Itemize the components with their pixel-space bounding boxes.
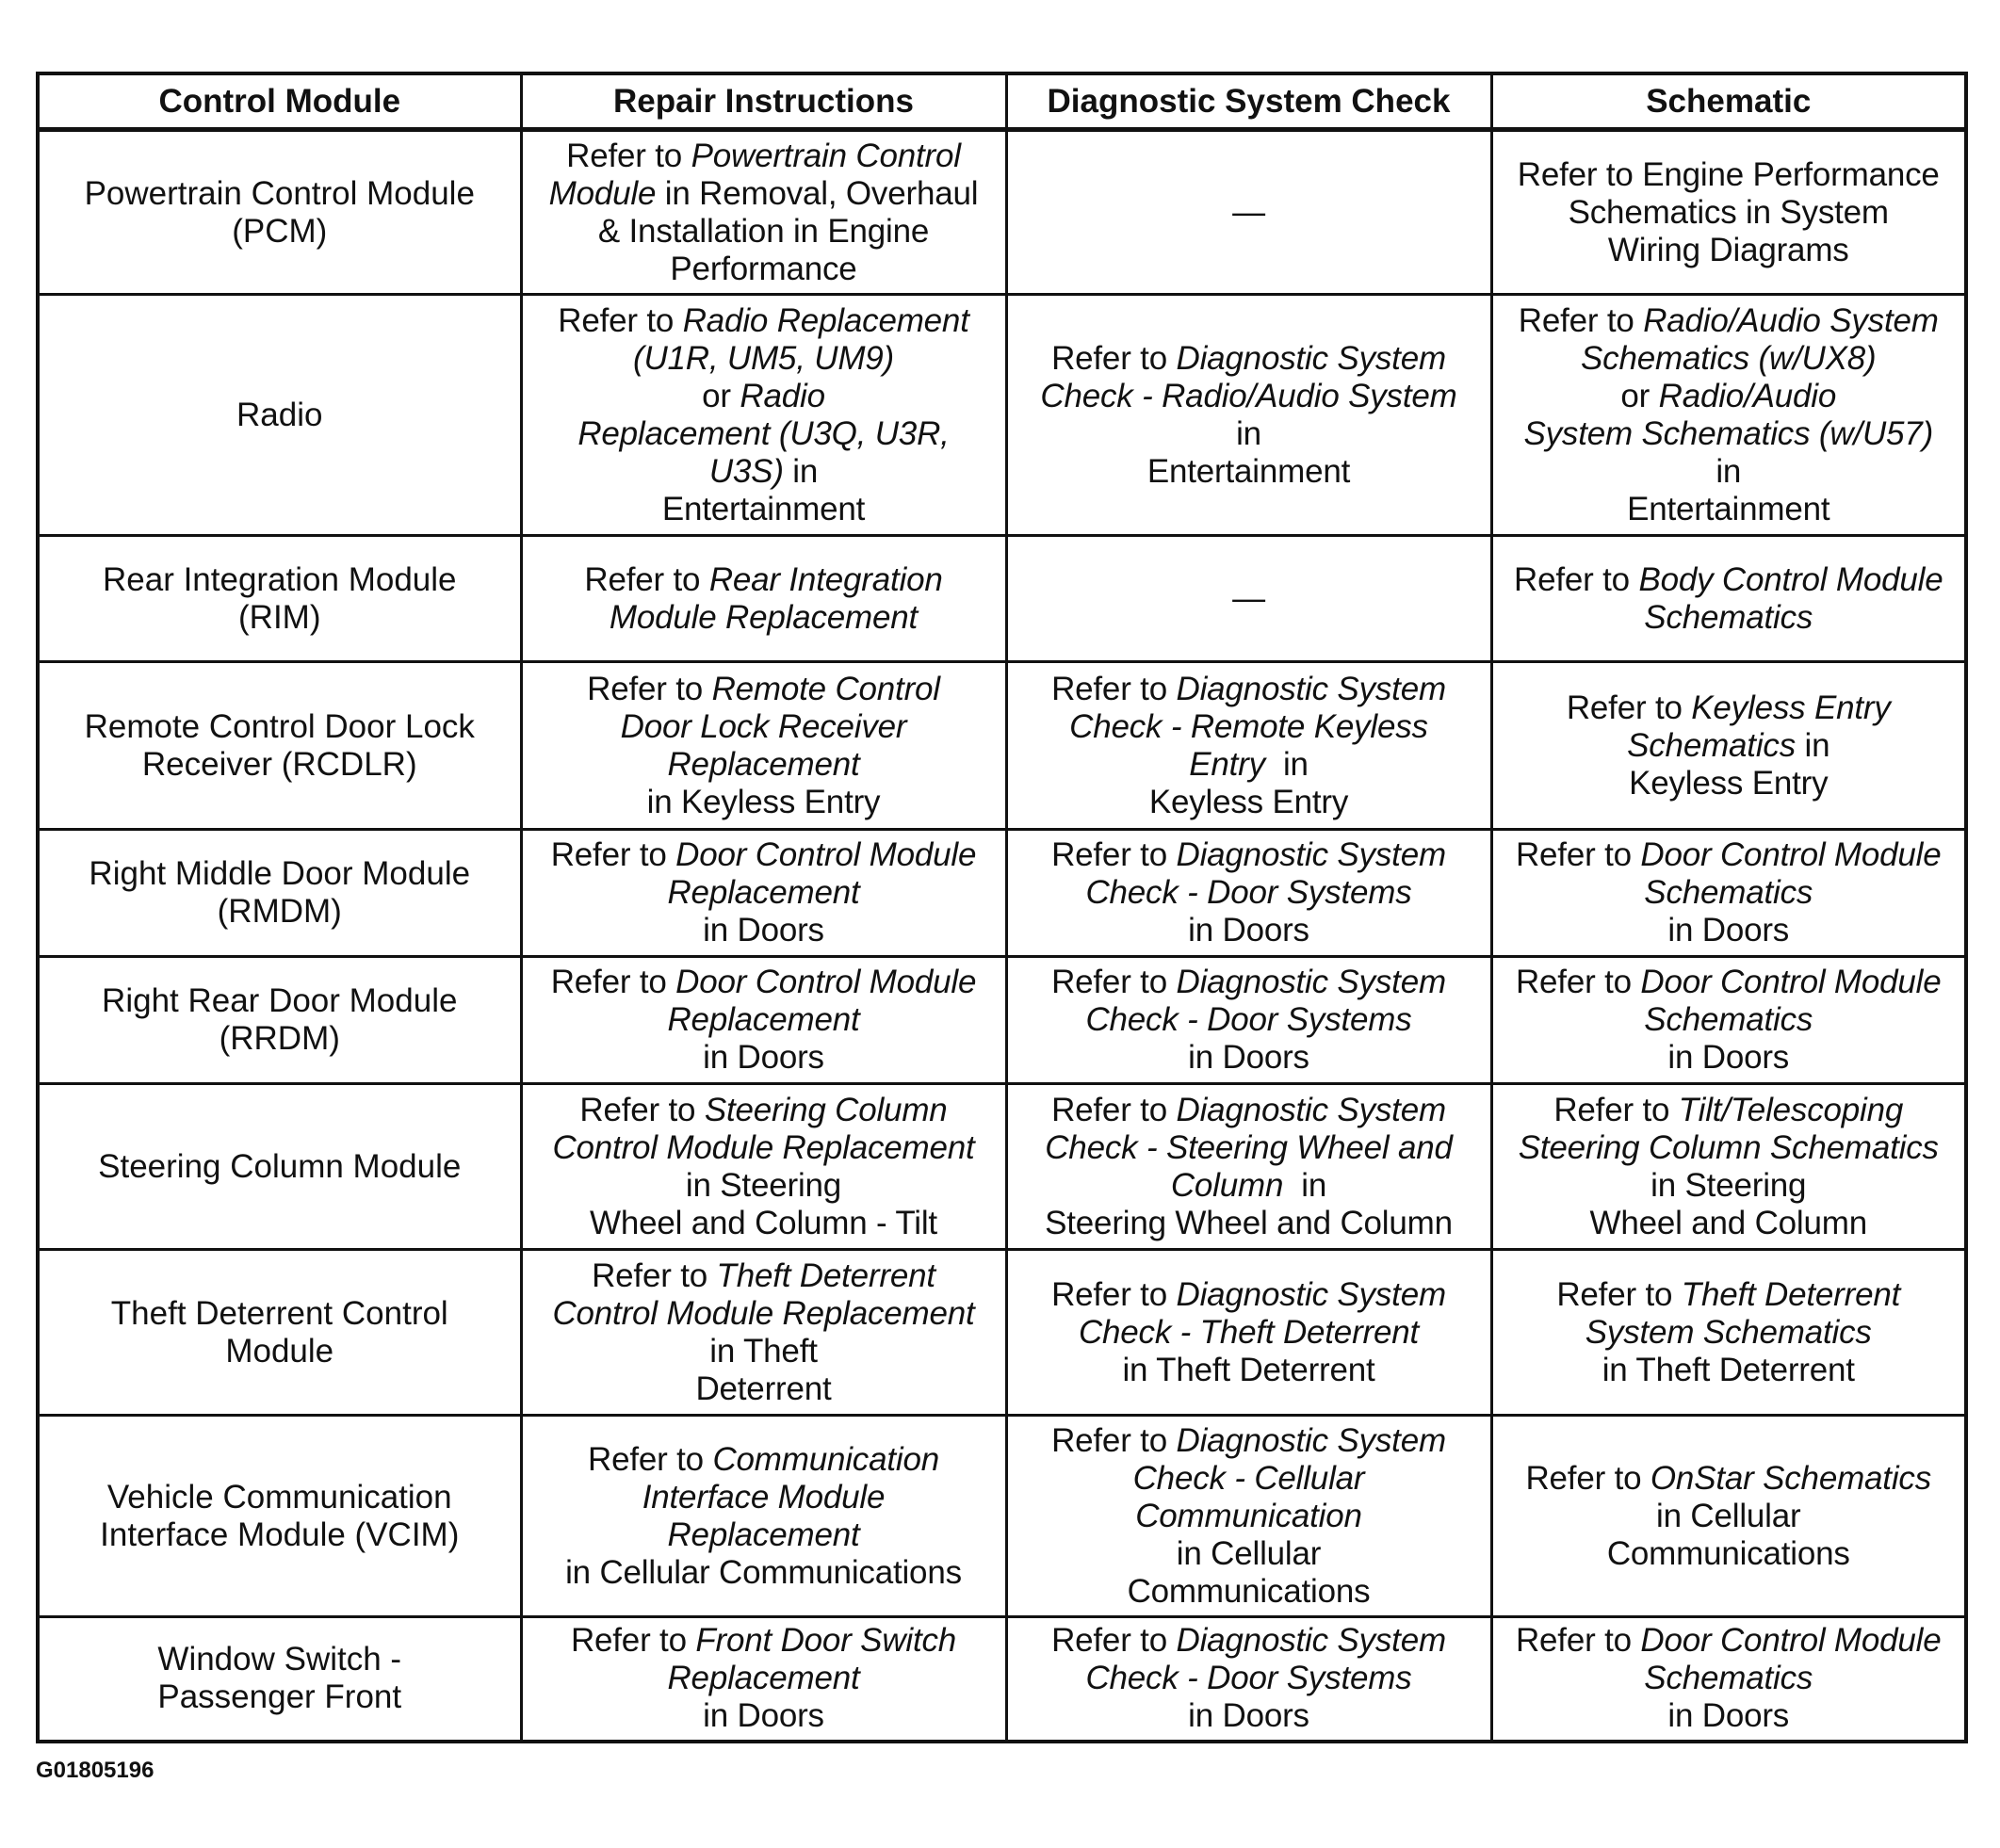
cell-line [1012, 580, 1487, 618]
cell-line [1012, 964, 1487, 1001]
reference-title: Door Control Module [1640, 836, 1942, 873]
cell-line [1497, 1129, 1961, 1167]
reference-title: Column [1170, 1166, 1284, 1204]
cell-line [1497, 874, 1961, 912]
reference-text: Refer to [550, 836, 676, 873]
cell-line [527, 378, 1001, 415]
reference-text: in Doors [1667, 1697, 1790, 1735]
cell-line [1012, 1460, 1487, 1498]
cell-line [1497, 194, 1961, 232]
cell-line [1497, 561, 1961, 599]
table-row [38, 1250, 1966, 1416]
reference-title: Control Module Replacement [552, 1294, 975, 1332]
reference-title: Diagnostic System [1176, 1421, 1446, 1459]
table-row [38, 1617, 1966, 1742]
reference-text: Refer to [1525, 1459, 1650, 1497]
reference-title: Check - Radio/Audio System [1040, 377, 1457, 414]
reference-title: Diagnostic System [1176, 339, 1446, 377]
reference-text: or [702, 377, 740, 414]
diagnostic-check-cell [1006, 830, 1491, 957]
module-name-cell: Remote Control Door Lock Receiver (RCDLR) [38, 662, 521, 830]
cell-line [1497, 1352, 1961, 1389]
cell-line [527, 1660, 1001, 1697]
reference-title: Diagnostic System [1176, 1622, 1446, 1660]
reference-text: in Cellular [1656, 1497, 1801, 1534]
cell-line [1497, 1460, 1961, 1498]
cell-line [527, 1205, 1001, 1242]
cell-line [1497, 599, 1961, 637]
cell-line [1012, 1092, 1487, 1129]
reference-text: Refer to [1515, 964, 1641, 1000]
reference-title: (U1R, UM5, UM9) [632, 339, 895, 377]
reference-title: Check - Cellular [1132, 1459, 1365, 1497]
cell-line [527, 340, 1001, 378]
diagnostic-check-cell [1006, 130, 1491, 295]
reference-text: in Doors [1188, 1039, 1309, 1076]
repair-instructions-cell [521, 957, 1006, 1084]
cell-line [527, 213, 1001, 251]
cell-line [1497, 836, 1961, 874]
cell-line [527, 1129, 1001, 1167]
reference-text: Communications [1127, 1572, 1371, 1610]
reference-text: in Theft Deterrent [1122, 1351, 1375, 1388]
cell-line [1012, 1573, 1487, 1611]
cell-line [1497, 1660, 1961, 1697]
schematic-cell [1491, 1084, 1966, 1250]
cell-line [1012, 784, 1487, 821]
reference-title: Check - Steering Wheel and [1045, 1128, 1453, 1166]
diagnostic-check-cell [1006, 1617, 1491, 1742]
reference-title: Theft Deterrent [716, 1256, 935, 1294]
reference-text: in [1264, 745, 1309, 783]
cell-line [527, 912, 1001, 949]
cell-line [1497, 912, 1961, 949]
repair-instructions-cell [521, 1416, 1006, 1617]
reference-title: Radio/Audio [1658, 377, 1837, 414]
reference-text: Keyless Entry [1629, 764, 1829, 802]
reference-title: Entry [1189, 745, 1265, 783]
reference-text: in Doors [1667, 912, 1790, 948]
cell-line [1012, 194, 1487, 232]
reference-title: Schematics [1644, 874, 1813, 911]
reference-title: Schematics [1644, 1001, 1813, 1038]
reference-title: Replacement (U3Q, U3R, [577, 414, 950, 452]
reference-text: Refer to [1515, 1622, 1641, 1660]
cell-line [527, 138, 1001, 175]
reference-text: Performance [670, 250, 857, 287]
module-name-cell: Radio [38, 295, 521, 536]
cell-line [1012, 1535, 1487, 1573]
cell-line [1012, 746, 1487, 784]
reference-text: Refer to [1051, 339, 1177, 377]
reference-text: Entertainment [1627, 490, 1830, 527]
reference-text: & Installation in Engine [597, 212, 930, 250]
reference-title: Communication [712, 1440, 939, 1478]
reference-title: Steering Column [704, 1091, 948, 1128]
cell-line [527, 1516, 1001, 1554]
reference-text: Refer to [1051, 670, 1177, 707]
cell-line [1012, 1314, 1487, 1352]
reference-title: Front Door Switch [695, 1622, 957, 1660]
reference-title: Remote Control [711, 670, 940, 707]
diagnostic-check-cell [1006, 1084, 1491, 1250]
reference-text: — [1232, 579, 1265, 617]
control-module-table [36, 72, 1968, 1743]
header-schematic: Schematic [1491, 73, 1966, 130]
reference-text: in Doors [703, 912, 824, 948]
table-body [38, 130, 1966, 1742]
cell-line [527, 708, 1001, 746]
reference-title: Control Module Replacement [552, 1128, 975, 1166]
cell-line [1012, 1422, 1487, 1460]
figure-id: G01805196 [36, 1758, 154, 1783]
reference-text: in [1715, 452, 1742, 490]
cell-line [1497, 156, 1961, 194]
reference-title: Theft Deterrent [1681, 1275, 1901, 1313]
reference-text: Refer to [587, 670, 712, 707]
reference-text: in Removal, Overhaul [656, 174, 979, 212]
cell-line [527, 874, 1001, 912]
cell-line [1012, 1697, 1487, 1735]
cell-line [1012, 340, 1487, 378]
reference-text: Refer to [570, 1622, 696, 1660]
cell-line [1497, 1276, 1961, 1314]
cell-line [1497, 1167, 1961, 1205]
cell-line [527, 1554, 1001, 1592]
reference-title: Communication [1135, 1497, 1362, 1534]
cell-line [1012, 415, 1487, 453]
cell-line [1012, 1039, 1487, 1077]
schematic-cell [1491, 1416, 1966, 1617]
cell-line [1497, 765, 1961, 802]
reference-text: Refer to [1051, 836, 1177, 873]
cell-line [1012, 1622, 1487, 1660]
cell-line [1012, 378, 1487, 415]
reference-text: Refer to [1051, 1421, 1177, 1459]
reference-text: in Cellular Communications [565, 1553, 962, 1591]
reference-text: Refer to [1514, 560, 1639, 598]
reference-text: Refer to [566, 137, 691, 174]
cell-line [1012, 708, 1487, 746]
reference-title: Module [548, 174, 657, 212]
reference-text: Refer to [558, 301, 683, 339]
repair-instructions-cell [521, 1084, 1006, 1250]
reference-title: Tilt/Telescoping [1678, 1091, 1904, 1128]
reference-title: Radio/Audio System [1643, 301, 1939, 339]
table-row [38, 662, 1966, 830]
cell-line [527, 671, 1001, 708]
cell-line [1497, 1622, 1961, 1660]
reference-title: Keyless Entry [1691, 689, 1891, 726]
table-row [38, 1084, 1966, 1250]
cell-line [527, 1295, 1001, 1333]
schematic-cell [1491, 1250, 1966, 1416]
cell-line [527, 1622, 1001, 1660]
reference-text: Entertainment [1146, 452, 1351, 490]
cell-line [1012, 1498, 1487, 1535]
cell-line [1012, 1001, 1487, 1039]
reference-text: Wiring Diagrams [1607, 231, 1849, 268]
table-row [38, 1416, 1966, 1617]
cell-line [1497, 1092, 1961, 1129]
header-repair-instructions: Repair Instructions [521, 73, 1006, 130]
reference-text: Refer to [1518, 301, 1644, 339]
cell-line [1497, 302, 1961, 340]
cell-line [527, 836, 1001, 874]
reference-title: Rear Integration [708, 560, 943, 598]
reference-title: Module Replacement [609, 598, 919, 636]
reference-title: Radio Replacement [682, 301, 969, 339]
reference-text: in Theft Deterrent [1602, 1351, 1855, 1388]
reference-title: Check - Theft Deterrent [1078, 1313, 1420, 1351]
reference-text: in Doors [1667, 1039, 1790, 1076]
reference-title: Diagnostic System [1176, 1275, 1446, 1313]
module-name-cell: Powertrain Control Module (PCM) [38, 130, 521, 295]
module-name-cell: Right Rear Door Module (RRDM) [38, 957, 521, 1084]
cell-line [527, 1001, 1001, 1039]
reference-text: Entertainment [661, 490, 866, 527]
cell-line [1497, 964, 1961, 1001]
reference-text: Wheel and Column - Tilt [590, 1204, 937, 1241]
cell-line [527, 415, 1001, 453]
cell-line [527, 1039, 1001, 1077]
reference-text: Refer to [579, 1091, 705, 1128]
reference-title: Replacement [667, 1660, 860, 1697]
module-name-cell: Theft Deterrent Control Module [38, 1250, 521, 1416]
cell-line [1497, 727, 1961, 765]
reference-text: Keyless Entry [1148, 783, 1349, 820]
cell-line [1497, 1205, 1961, 1242]
reference-text: in Doors [1188, 912, 1309, 948]
cell-line [1012, 874, 1487, 912]
diagnostic-check-cell [1006, 295, 1491, 536]
cell-line [1012, 912, 1487, 949]
reference-text: Refer to [1051, 964, 1177, 1000]
reference-title: Schematics [1644, 598, 1813, 636]
cell-line [1497, 1535, 1961, 1573]
header-control-module: Control Module [38, 73, 521, 130]
reference-title: Replacement [667, 874, 860, 911]
cell-line [1497, 453, 1961, 491]
cell-line [527, 746, 1001, 784]
reference-title: Check - Remote Keyless [1069, 707, 1428, 745]
repair-instructions-cell [521, 295, 1006, 536]
reference-text: in Steering [1650, 1166, 1807, 1204]
reference-title: Radio [740, 377, 825, 414]
reference-text: or [1620, 377, 1659, 414]
cell-line [1497, 1039, 1961, 1077]
schematic-cell [1491, 536, 1966, 662]
cell-line [1012, 1205, 1487, 1242]
reference-title: System Schematics [1585, 1313, 1872, 1351]
reference-title: Powertrain Control [691, 137, 961, 174]
reference-title: Replacement [667, 745, 860, 783]
cell-line [527, 784, 1001, 821]
reference-text: in Doors [703, 1039, 824, 1076]
reference-title: OnStar Schematics [1650, 1459, 1932, 1497]
diagnostic-check-cell [1006, 536, 1491, 662]
cell-line [1012, 836, 1487, 874]
cell-line [1012, 1129, 1487, 1167]
cell-line [527, 453, 1001, 491]
cell-line [527, 1479, 1001, 1516]
reference-title: Schematics (w/UX8) [1581, 339, 1877, 377]
module-name-cell: Right Middle Door Module (RMDM) [38, 830, 521, 957]
module-name-cell: Window Switch - Passenger Front [38, 1617, 521, 1742]
cell-line [527, 491, 1001, 528]
reference-text: in [1283, 1166, 1327, 1204]
reference-text: Refer to [550, 964, 676, 1000]
reference-text: in [783, 452, 819, 490]
reference-text: in [1236, 414, 1261, 452]
reference-text: Refer to [588, 1440, 713, 1478]
reference-text: in Doors [703, 1697, 824, 1735]
table-row [38, 295, 1966, 536]
module-name-cell: Rear Integration Module (RIM) [38, 536, 521, 662]
cell-line [527, 1441, 1001, 1479]
schematic-cell [1491, 830, 1966, 957]
reference-title: System Schematics (w/U57) [1523, 414, 1934, 452]
reference-title: Body Control Module [1638, 560, 1943, 598]
header-diagnostic-system-check: Diagnostic System Check [1006, 73, 1491, 130]
reference-text: Refer to [1051, 1622, 1177, 1660]
reference-text: in Keyless Entry [646, 783, 881, 820]
reference-text: Refer to [1051, 1091, 1177, 1128]
reference-text: in Cellular [1176, 1534, 1322, 1572]
reference-title: U3S) [708, 452, 784, 490]
cell-line [527, 964, 1001, 1001]
cell-line [527, 599, 1001, 637]
repair-instructions-cell [521, 1250, 1006, 1416]
reference-title: Schematics [1627, 726, 1797, 764]
schematic-cell [1491, 295, 1966, 536]
reference-title: Diagnostic System [1176, 836, 1446, 873]
cell-line [1497, 491, 1961, 528]
reference-text: Refer to [1515, 836, 1641, 873]
reference-text: in [1796, 726, 1830, 764]
reference-text: Refer to [1556, 1275, 1682, 1313]
reference-title: Check - Door Systems [1085, 874, 1412, 911]
reference-text: Refer to [1553, 1091, 1679, 1128]
cell-line [1497, 1314, 1961, 1352]
reference-title: Steering Column Schematics [1518, 1128, 1939, 1166]
cell-line [1012, 1167, 1487, 1205]
cell-line [527, 561, 1001, 599]
reference-text: in Steering [685, 1166, 842, 1204]
reference-title: Replacement [667, 1516, 860, 1553]
reference-title: Door Control Module [675, 836, 977, 873]
cell-line [1012, 1660, 1487, 1697]
reference-text: Schematics in System [1568, 193, 1889, 231]
reference-title: Door Control Module [1640, 964, 1942, 1000]
diagnostic-check-cell [1006, 1416, 1491, 1617]
cell-line [527, 1370, 1001, 1408]
diagnostic-check-cell [1006, 1250, 1491, 1416]
reference-title: Door Control Module [675, 964, 977, 1000]
reference-title: Check - Door Systems [1085, 1001, 1412, 1038]
cell-line [1012, 1352, 1487, 1389]
module-name-cell: Steering Column Module [38, 1084, 521, 1250]
cell-line [1012, 453, 1487, 491]
cell-line [1497, 415, 1961, 453]
table-row [38, 536, 1966, 662]
cell-line [527, 1167, 1001, 1205]
cell-line [527, 1257, 1001, 1295]
table-row [38, 830, 1966, 957]
reference-title: Interface Module [642, 1478, 886, 1516]
cell-line [1497, 232, 1961, 269]
cell-line [527, 175, 1001, 213]
cell-line [1497, 1498, 1961, 1535]
reference-text: Deterrent [695, 1370, 832, 1407]
reference-title: Door Control Module [1640, 1622, 1942, 1660]
repair-instructions-cell [521, 130, 1006, 295]
reference-title: Check - Door Systems [1085, 1660, 1412, 1697]
cell-line [527, 251, 1001, 288]
cell-line [1497, 378, 1961, 415]
reference-text: Wheel and Column [1589, 1204, 1867, 1241]
table-row [38, 957, 1966, 1084]
repair-instructions-cell [521, 662, 1006, 830]
schematic-cell [1491, 130, 1966, 295]
cell-line [1497, 689, 1961, 727]
cell-line [1497, 340, 1961, 378]
schematic-cell [1491, 662, 1966, 830]
cell-line [1012, 671, 1487, 708]
reference-title: Diagnostic System [1176, 670, 1446, 707]
table-header-row [38, 73, 1966, 130]
cell-line [527, 1697, 1001, 1735]
reference-title: Diagnostic System [1176, 1091, 1446, 1128]
cell-line [527, 1333, 1001, 1370]
reference-text: Refer to [1566, 689, 1692, 726]
cell-line [527, 302, 1001, 340]
cell-line [1012, 1276, 1487, 1314]
module-name-cell: Vehicle Communication Interface Module (VCIM) [38, 1416, 521, 1617]
reference-text: Refer to [1051, 1275, 1177, 1313]
reference-text: Refer to Engine Performance [1517, 155, 1940, 193]
repair-instructions-cell [521, 1617, 1006, 1742]
cell-line [1497, 1001, 1961, 1039]
repair-instructions-cell [521, 830, 1006, 957]
repair-instructions-cell [521, 536, 1006, 662]
schematic-cell [1491, 957, 1966, 1084]
reference-title: Door Lock Receiver [620, 707, 907, 745]
reference-text: Refer to [584, 560, 709, 598]
schematic-cell [1491, 1617, 1966, 1742]
diagnostic-check-cell [1006, 957, 1491, 1084]
reference-text: Communications [1606, 1534, 1850, 1572]
reference-text: in Theft [709, 1332, 818, 1370]
reference-text: in Doors [1188, 1697, 1309, 1735]
cell-line [527, 1092, 1001, 1129]
reference-text: Steering Wheel and Column [1045, 1204, 1453, 1241]
reference-title: Replacement [667, 1001, 860, 1038]
reference-text: Refer to [592, 1256, 717, 1294]
reference-text: — [1232, 193, 1265, 231]
reference-title: Diagnostic System [1176, 964, 1446, 1000]
diagnostic-check-cell [1006, 662, 1491, 830]
table-row [38, 130, 1966, 295]
cell-line [1497, 1697, 1961, 1735]
reference-title: Schematics [1644, 1660, 1813, 1697]
